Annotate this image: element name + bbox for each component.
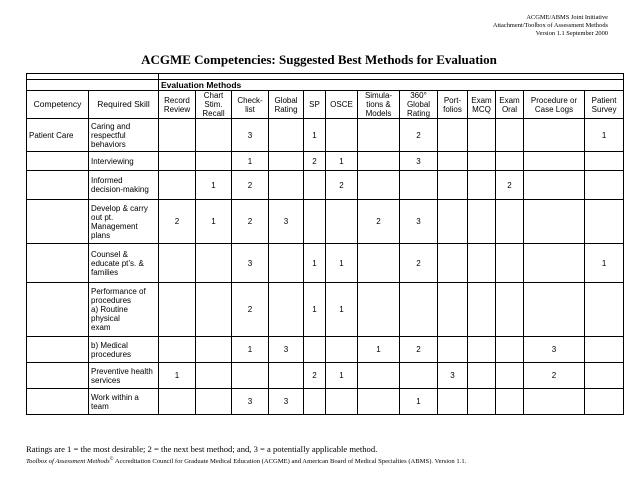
rating-cell: 1: [196, 171, 232, 200]
rating-cell: [468, 337, 496, 363]
rating-cell: [358, 152, 400, 171]
evaluation-methods-table: [26, 73, 624, 415]
rating-cell: 1: [585, 244, 624, 283]
rating-cell: 1: [400, 389, 438, 415]
rating-cell: 1: [304, 119, 326, 152]
header-line: ACGME/ABMS Joint Initiative: [526, 14, 608, 21]
eval-methods-label: Evaluation Methods: [159, 80, 624, 91]
rating-cell: [196, 337, 232, 363]
method-header: Chart Stim. Recall: [196, 91, 232, 119]
page-title: ACGME Competencies: Suggested Best Methods for Evaluation: [141, 52, 497, 67]
rating-cell: 3: [232, 389, 269, 415]
rating-cell: [496, 152, 524, 171]
rating-cell: [159, 283, 196, 337]
rating-cell: 1: [196, 200, 232, 244]
rating-cell: [438, 119, 468, 152]
rating-cell: [159, 152, 196, 171]
rating-cell: [196, 283, 232, 337]
table-row: [27, 119, 624, 152]
rating-cell: [468, 363, 496, 389]
rating-cell: 1: [304, 244, 326, 283]
ratings-note: Ratings are 1 = the most desirable; 2 = the next best method; and, 3 = a potentially applicable method.: [26, 444, 378, 454]
rating-cell: [358, 283, 400, 337]
method-header: SP: [304, 91, 326, 119]
rating-cell: [358, 244, 400, 283]
rating-cell: [585, 389, 624, 415]
header-line: Version 1.1 September 2000: [535, 30, 608, 37]
rating-cell: 1: [585, 119, 624, 152]
rating-cell: [496, 244, 524, 283]
rating-cell: [468, 119, 496, 152]
rating-cell: 1: [232, 337, 269, 363]
rating-cell: [468, 244, 496, 283]
rating-cell: 1: [304, 283, 326, 337]
skill-label: Caring and respectful behaviors: [91, 121, 131, 149]
rating-cell: [585, 171, 624, 200]
rating-cell: [304, 200, 326, 244]
method-header: Simula- tions & Models: [358, 91, 400, 119]
rating-cell: [438, 200, 468, 244]
table-row: [27, 244, 624, 283]
method-header: Exam MCQ: [468, 91, 496, 119]
rating-cell: [468, 200, 496, 244]
rating-cell: [400, 171, 438, 200]
rating-cell: 3: [400, 200, 438, 244]
copyright-mark: ©: [109, 457, 114, 462]
skill-cell: [89, 152, 159, 171]
rating-cell: [326, 200, 358, 244]
rating-cell: 1: [326, 152, 358, 171]
rating-cell: 3: [232, 119, 269, 152]
rating-cell: [269, 119, 304, 152]
rating-cell: [269, 244, 304, 283]
rating-cell: 3: [438, 363, 468, 389]
skill-label: Informed decision-making: [91, 176, 149, 194]
rating-cell: [496, 389, 524, 415]
table-row: [27, 337, 624, 363]
rating-cell: 2: [304, 363, 326, 389]
rating-cell: [400, 283, 438, 337]
rating-cell: [585, 152, 624, 171]
rating-cell: [438, 152, 468, 171]
rating-cell: 1: [159, 363, 196, 389]
rating-cell: [326, 119, 358, 152]
competency-cell: [27, 363, 89, 389]
rating-cell: [496, 283, 524, 337]
rating-cell: [496, 337, 524, 363]
rating-cell: 2: [159, 200, 196, 244]
rating-cell: 2: [232, 200, 269, 244]
rating-cell: [326, 389, 358, 415]
rating-cell: [358, 389, 400, 415]
rating-cell: 1: [326, 244, 358, 283]
rating-cell: [585, 200, 624, 244]
rating-cell: 2: [358, 200, 400, 244]
rating-cell: 2: [400, 119, 438, 152]
rating-cell: [400, 363, 438, 389]
method-header: Patient Survey: [585, 91, 624, 119]
method-header: Record Review: [159, 91, 196, 119]
competency-cell: [27, 244, 89, 283]
skill-label: Preventive health services: [91, 366, 153, 385]
rating-cell: 3: [524, 337, 585, 363]
rating-cell: [304, 171, 326, 200]
rating-cell: [196, 363, 232, 389]
rating-cell: 2: [496, 171, 524, 200]
rating-cell: [438, 337, 468, 363]
rating-cell: [232, 363, 269, 389]
copyright-note: [26, 455, 626, 466]
table-row: [27, 389, 624, 415]
rating-cell: [358, 119, 400, 152]
competency-cell: [27, 389, 89, 415]
rating-cell: [524, 389, 585, 415]
rating-cell: [326, 337, 358, 363]
method-header: Global Rating: [269, 91, 304, 119]
empty-cell: [27, 80, 159, 91]
competency-cell: [27, 200, 89, 244]
rating-cell: 3: [269, 200, 304, 244]
rating-cell: [358, 363, 400, 389]
rating-cell: [524, 152, 585, 171]
skill-cell: [89, 363, 159, 389]
skill-label: Performance of procedures a) Routine physical exam: [91, 287, 146, 332]
rating-cell: [159, 244, 196, 283]
skill-cell: [89, 244, 159, 283]
rating-cell: [524, 244, 585, 283]
rating-cell: [524, 119, 585, 152]
rating-cell: [468, 152, 496, 171]
rating-cell: 3: [400, 152, 438, 171]
rating-cell: [269, 283, 304, 337]
rating-cell: [269, 152, 304, 171]
rating-cell: [196, 152, 232, 171]
rating-cell: [438, 389, 468, 415]
header-block: [348, 14, 608, 38]
rating-cell: [468, 171, 496, 200]
skill-label: Work within a team: [91, 392, 139, 411]
rating-cell: 2: [326, 171, 358, 200]
rating-cell: 3: [232, 244, 269, 283]
rating-cell: [585, 337, 624, 363]
rating-cell: [269, 171, 304, 200]
rating-cell: [496, 119, 524, 152]
skill-cell: [89, 389, 159, 415]
rating-cell: [524, 171, 585, 200]
competency-header: Competency: [27, 91, 89, 119]
competency-cell: [27, 152, 89, 171]
rating-cell: [159, 337, 196, 363]
toolbox-title: Toolbox of Assessment Methods: [26, 458, 110, 466]
footer-notes: [26, 444, 626, 466]
rating-cell: [304, 337, 326, 363]
table-row: [27, 200, 624, 244]
skill-cell: [89, 283, 159, 337]
skill-cell: [89, 119, 159, 152]
skill-label: Counsel & educate pt’s. & families: [91, 249, 144, 277]
rating-cell: [269, 363, 304, 389]
rating-cell: [438, 244, 468, 283]
rating-cell: [196, 389, 232, 415]
method-header: Procedure or Case Logs: [524, 91, 585, 119]
rating-cell: [468, 389, 496, 415]
skill-cell: [89, 200, 159, 244]
method-header: Check- list: [232, 91, 269, 119]
skill-label: b) Medical procedures: [91, 340, 132, 359]
rating-cell: [159, 119, 196, 152]
competency-cell: [27, 337, 89, 363]
rating-cell: 2: [232, 283, 269, 337]
table-row: [27, 171, 624, 200]
rating-cell: 3: [269, 389, 304, 415]
rating-cell: [524, 283, 585, 337]
rating-cell: [159, 171, 196, 200]
rating-cell: [438, 283, 468, 337]
table-row: [27, 283, 624, 337]
rating-cell: [585, 363, 624, 389]
method-header: Port- folios: [438, 91, 468, 119]
rating-cell: 1: [326, 283, 358, 337]
skill-cell: [89, 171, 159, 200]
rating-cell: [196, 244, 232, 283]
rating-cell: [438, 171, 468, 200]
rating-cell: [585, 283, 624, 337]
rating-cell: 2: [524, 363, 585, 389]
competency-cell: [27, 283, 89, 337]
rating-cell: [159, 389, 196, 415]
rating-cell: 1: [232, 152, 269, 171]
rating-cell: [468, 283, 496, 337]
skill-label: Develop & carry out pt. Management plans: [91, 203, 148, 240]
method-header: Exam Oral: [496, 91, 524, 119]
required-skill-header: Required Skill: [89, 91, 159, 119]
rating-cell: 1: [326, 363, 358, 389]
method-header: OSCE: [326, 91, 358, 119]
rating-cell: [196, 119, 232, 152]
method-header: 360° Global Rating: [400, 91, 438, 119]
rating-cell: 2: [232, 171, 269, 200]
column-header-row: [27, 91, 624, 119]
header-line: Attachment/Toolbox of Assessment Methods: [492, 22, 608, 29]
table-row: [27, 363, 624, 389]
rating-cell: [496, 363, 524, 389]
rating-cell: [304, 389, 326, 415]
copyright-text: Accreditation Council for Graduate Medical Education (ACGME) and American Board of Medical Specialties (ABMS). Version 1.1.: [113, 458, 467, 466]
rating-cell: [524, 200, 585, 244]
rating-cell: 2: [400, 337, 438, 363]
rating-cell: 3: [269, 337, 304, 363]
competency-cell: [27, 171, 89, 200]
rating-cell: 1: [358, 337, 400, 363]
skill-cell: [89, 337, 159, 363]
table-row: [27, 152, 624, 171]
rating-cell: [496, 200, 524, 244]
competency-cell: Patient Care: [27, 119, 89, 152]
rating-cell: 2: [304, 152, 326, 171]
rating-cell: 2: [400, 244, 438, 283]
eval-methods-row: [27, 80, 624, 91]
rating-cell: [358, 171, 400, 200]
skill-label: Interviewing: [91, 156, 134, 166]
